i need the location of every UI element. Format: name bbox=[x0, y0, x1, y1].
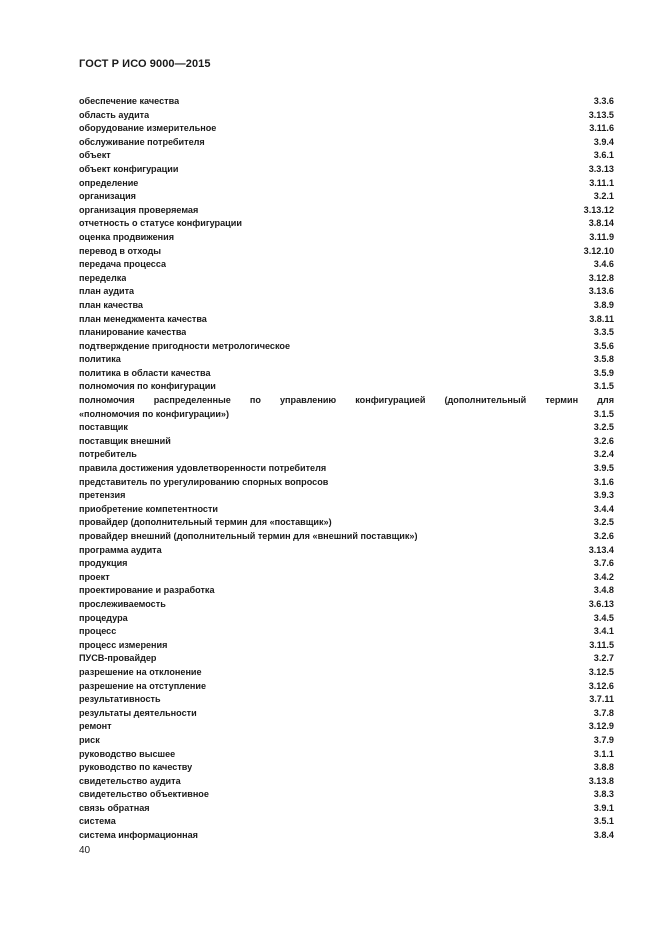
index-entry bbox=[79, 326, 614, 340]
index-entry bbox=[79, 394, 614, 421]
index-code: 3.2.5 bbox=[593, 422, 614, 433]
index-term: процесс bbox=[79, 626, 117, 637]
index-entry bbox=[79, 448, 614, 462]
index-code: 3.2.4 bbox=[593, 449, 614, 460]
index-entry bbox=[79, 503, 614, 517]
index-code: 3.6.13 bbox=[588, 598, 614, 609]
index-code: 3.12.9 bbox=[588, 721, 614, 732]
index-entry bbox=[79, 734, 614, 748]
index-entry bbox=[79, 693, 614, 707]
index-term: претензия bbox=[79, 490, 126, 501]
index-code: 3.13.8 bbox=[588, 775, 614, 786]
index-term: подтверждение пригодности метрологическое bbox=[79, 340, 291, 351]
index-term: свидетельство аудита bbox=[79, 775, 181, 786]
index-code: 3.12.8 bbox=[588, 272, 614, 283]
index-term: оценка продвижения bbox=[79, 231, 175, 242]
index-entry bbox=[79, 109, 614, 123]
index-entry bbox=[79, 190, 614, 204]
index-entry bbox=[79, 245, 614, 259]
index-term: переделка bbox=[79, 272, 127, 283]
index-entry bbox=[79, 313, 614, 327]
index-term-line2: «полномочия по конфигурации») bbox=[79, 408, 230, 419]
index-entry bbox=[79, 177, 614, 191]
index-term: разрешение на отступление bbox=[79, 680, 207, 691]
index-code: 3.7.11 bbox=[589, 694, 614, 705]
index-entry bbox=[79, 829, 614, 843]
index-code: 3.8.3 bbox=[593, 789, 614, 800]
index-term: ремонт bbox=[79, 721, 112, 732]
index-term: потребитель bbox=[79, 449, 137, 460]
index-term: правила достижения удовлетворенности потребителя bbox=[79, 463, 327, 474]
index-term: поставщик bbox=[79, 422, 128, 433]
index-code: 3.11.6 bbox=[589, 123, 614, 134]
index-entry bbox=[79, 367, 614, 381]
index-code: 3.12.6 bbox=[588, 680, 614, 691]
index-code: 3.1.6 bbox=[593, 476, 614, 487]
index-code: 3.13.12 bbox=[583, 204, 614, 215]
index-entry bbox=[79, 584, 614, 598]
index-term: свидетельство объективное bbox=[79, 789, 209, 800]
index-term: план менеджмента качества bbox=[79, 313, 207, 324]
index-code: 3.4.5 bbox=[593, 612, 614, 623]
index-term: риск bbox=[79, 734, 100, 745]
index-entry bbox=[79, 598, 614, 612]
index-code: 3.5.8 bbox=[593, 354, 614, 365]
index-term: проект bbox=[79, 571, 110, 582]
index-entry bbox=[79, 530, 614, 544]
index-code: 3.7.9 bbox=[593, 734, 614, 745]
index-entry bbox=[79, 720, 614, 734]
index-entry bbox=[79, 231, 614, 245]
index-code: 3.8.9 bbox=[593, 299, 614, 310]
index-term: результаты деятельности bbox=[79, 707, 197, 718]
index-term: прослеживаемость bbox=[79, 598, 166, 609]
index-code: 3.3.13 bbox=[588, 163, 614, 174]
index-code: 3.11.5 bbox=[589, 639, 614, 650]
index-code: 3.1.1 bbox=[593, 748, 614, 759]
index-entry bbox=[79, 652, 614, 666]
index-code: 3.4.6 bbox=[593, 259, 614, 270]
index-term: поставщик внешний bbox=[79, 435, 171, 446]
index-code: 3.7.8 bbox=[593, 707, 614, 718]
index-entry bbox=[79, 476, 614, 490]
index-code: 3.9.1 bbox=[593, 802, 614, 813]
index-entry bbox=[79, 421, 614, 435]
index-code: 3.3.6 bbox=[593, 96, 614, 106]
index-entry bbox=[79, 122, 614, 136]
index-term: руководство по качеству bbox=[79, 762, 193, 773]
index-entry bbox=[79, 571, 614, 585]
index-term-line1: полномочия распределенные по управлению конфигурацией (дополнительный термин для bbox=[79, 395, 614, 406]
index-term: отчетность о статусе конфигурации bbox=[79, 218, 242, 229]
index-entry bbox=[79, 666, 614, 680]
index-term: обеспечение качества bbox=[79, 96, 180, 106]
index-entry bbox=[79, 788, 614, 802]
index-entry bbox=[79, 761, 614, 775]
index-term: область аудита bbox=[79, 109, 150, 120]
index-entry bbox=[79, 353, 614, 367]
index-entry bbox=[79, 680, 614, 694]
index-entry bbox=[79, 217, 614, 231]
index-code: 3.13.6 bbox=[588, 286, 614, 297]
index-entry bbox=[79, 163, 614, 177]
index-entry bbox=[79, 435, 614, 449]
index-code: 3.8.11 bbox=[589, 313, 614, 324]
index-term: план аудита bbox=[79, 286, 135, 297]
index-entry bbox=[79, 557, 614, 571]
index-code: 3.8.8 bbox=[593, 762, 614, 773]
index-term: план качества bbox=[79, 299, 143, 310]
index-entry bbox=[79, 775, 614, 789]
index-code: 3.4.8 bbox=[593, 585, 614, 596]
index-code: 3.2.6 bbox=[593, 435, 614, 446]
index-code: 3.4.4 bbox=[593, 503, 614, 514]
index-term: политика bbox=[79, 354, 121, 365]
index-term: организация проверяемая bbox=[79, 204, 199, 215]
index-code: 3.6.1 bbox=[593, 150, 614, 161]
index-entry bbox=[79, 272, 614, 286]
index-entry bbox=[79, 285, 614, 299]
index-code: 3.5.6 bbox=[593, 340, 614, 351]
index-term: руководство высшее bbox=[79, 748, 176, 759]
index-term: перевод в отходы bbox=[79, 245, 162, 256]
index-entry bbox=[79, 299, 614, 313]
index-entry bbox=[79, 380, 614, 394]
index-entry bbox=[79, 625, 614, 639]
index-term: обслуживание потребителя bbox=[79, 136, 205, 147]
index-entry bbox=[79, 639, 614, 653]
index-term: объект bbox=[79, 150, 111, 161]
index-entry bbox=[79, 204, 614, 218]
index-term: политика в области качества bbox=[79, 367, 211, 378]
index-code: 3.13.4 bbox=[588, 544, 614, 555]
term-index-list bbox=[79, 95, 614, 843]
index-term: провайдер внешний (дополнительный термин для «внешний поставщик») bbox=[79, 531, 418, 541]
index-term: система информационная bbox=[79, 830, 198, 841]
index-code: 3.9.5 bbox=[593, 463, 614, 474]
index-term: система bbox=[79, 816, 116, 827]
index-code: 3.13.5 bbox=[588, 109, 614, 120]
index-term: объект конфигурации bbox=[79, 163, 179, 174]
index-code: 3.12.10 bbox=[583, 245, 614, 256]
index-term: ПУСВ-провайдер bbox=[79, 653, 157, 664]
index-entry bbox=[79, 489, 614, 503]
index-term: приобретение компетентности bbox=[79, 503, 218, 514]
index-code: 3.2.7 bbox=[593, 653, 614, 664]
index-entry bbox=[79, 516, 614, 530]
index-term: продукция bbox=[79, 558, 128, 569]
index-code: 3.7.6 bbox=[593, 558, 614, 569]
index-entry bbox=[79, 258, 614, 272]
index-code: 3.9.4 bbox=[593, 136, 614, 147]
index-entry bbox=[79, 707, 614, 721]
index-code: 3.5.9 bbox=[593, 367, 614, 378]
index-term: программа аудита bbox=[79, 544, 162, 555]
index-entry bbox=[79, 802, 614, 816]
index-entry bbox=[79, 136, 614, 150]
document-header: ГОСТ Р ИСО 9000—2015 bbox=[79, 58, 211, 70]
index-entry bbox=[79, 462, 614, 476]
index-entry bbox=[79, 149, 614, 163]
index-entry bbox=[79, 95, 614, 109]
index-entry bbox=[79, 612, 614, 626]
index-code: 3.11.9 bbox=[589, 231, 614, 242]
index-entry bbox=[79, 544, 614, 558]
index-code: 3.12.5 bbox=[588, 666, 614, 677]
index-code: 3.3.5 bbox=[593, 327, 614, 338]
index-code: 3.2.6 bbox=[593, 531, 614, 541]
index-term: полномочия по конфигурации bbox=[79, 381, 216, 392]
index-term: проектирование и разработка bbox=[79, 585, 215, 596]
index-term: результативность bbox=[79, 694, 161, 705]
index-term: разрешение на отклонение bbox=[79, 666, 202, 677]
index-term: организация bbox=[79, 191, 136, 202]
index-code: 3.1.5 bbox=[593, 381, 614, 392]
index-code: 3.4.2 bbox=[593, 571, 614, 582]
index-term: определение bbox=[79, 177, 139, 188]
index-entry bbox=[79, 815, 614, 829]
index-term: оборудование измерительное bbox=[79, 123, 217, 134]
index-code: 3.2.5 bbox=[593, 517, 614, 528]
index-code: 3.4.1 bbox=[593, 626, 614, 637]
index-code: 3.8.14 bbox=[588, 218, 614, 229]
index-term: провайдер (дополнительный термин для «поставщик») bbox=[79, 517, 332, 528]
index-term: связь обратная bbox=[79, 802, 150, 813]
index-entry bbox=[79, 340, 614, 354]
index-code: 3.8.4 bbox=[593, 830, 614, 841]
index-term: процедура bbox=[79, 612, 128, 623]
index-term: передача процесса bbox=[79, 259, 167, 270]
index-code: 3.9.3 bbox=[593, 490, 614, 501]
index-term: представитель по урегулированию спорных вопросов bbox=[79, 476, 329, 487]
index-code: 3.11.1 bbox=[589, 177, 614, 188]
index-term: планирование качества bbox=[79, 327, 187, 338]
index-code: 3.1.5 bbox=[593, 408, 614, 419]
index-code: 3.5.1 bbox=[593, 816, 614, 827]
index-term: процесс измерения bbox=[79, 639, 168, 650]
index-code: 3.2.1 bbox=[593, 191, 614, 202]
index-entry bbox=[79, 748, 614, 762]
page-number: 40 bbox=[79, 845, 91, 856]
